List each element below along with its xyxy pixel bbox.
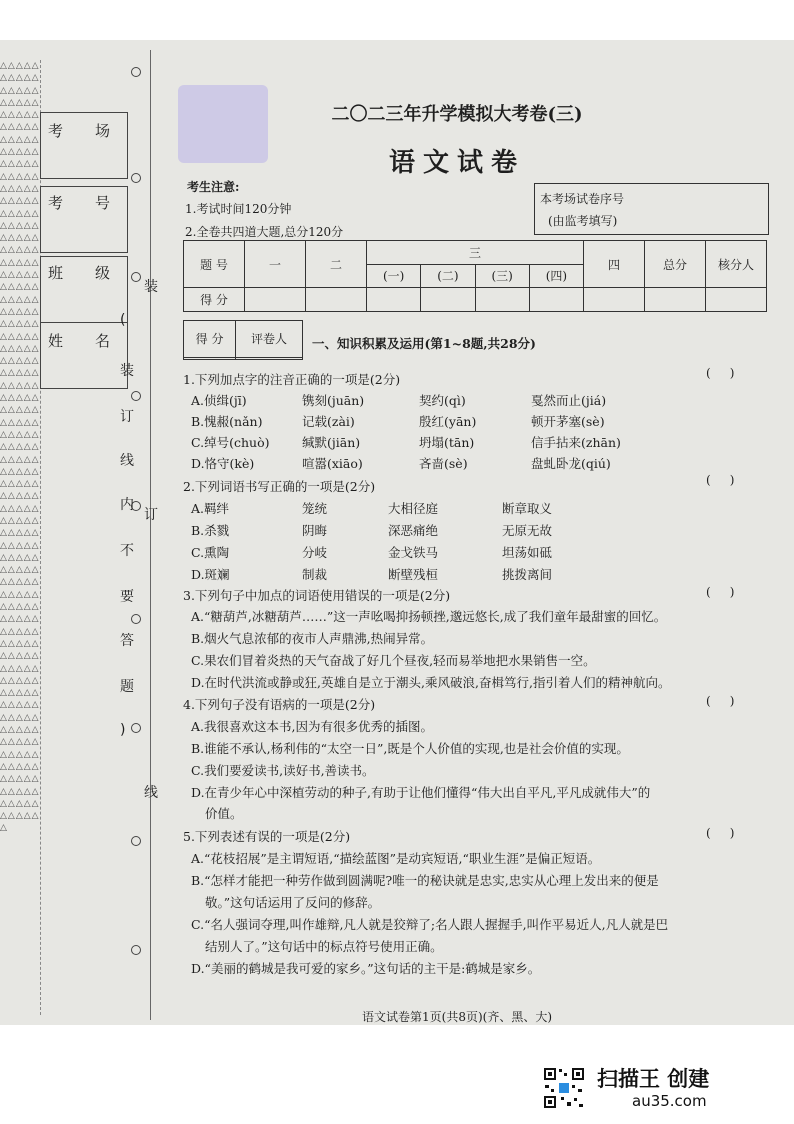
option-text: C.“名人强词夺理,叫作雄辩,凡人就是狡辩了;名人跟人握握手,叫作平易近人,凡人就是巴 bbox=[191, 917, 669, 932]
option-text: 坦荡如砥 bbox=[502, 545, 553, 560]
option-text: B.谁能不承认,杨利伟的“太空一日”,既是个人价值的实现,也是社会价值的实现。 bbox=[191, 741, 629, 756]
option-text: 坍塌(tān) bbox=[419, 435, 475, 450]
score-row-label: 得 分 bbox=[184, 288, 245, 312]
binding-solid-line bbox=[150, 50, 151, 1020]
score-table-subheader: (一) bbox=[367, 264, 421, 288]
option-text: A.羁绊 bbox=[191, 501, 230, 516]
binding-text: ) bbox=[120, 722, 126, 738]
option-text: 结别人了。”这句话中的标点符号使用正确。 bbox=[205, 939, 443, 954]
binding-text: 订 bbox=[144, 507, 158, 523]
binding-text: 线 bbox=[144, 785, 158, 801]
option-text: 殷红(yān) bbox=[419, 414, 477, 429]
question-stem: 4.下列句子没有语病的一项是(2分) bbox=[183, 697, 376, 712]
binding-text: 装 bbox=[144, 279, 158, 295]
score-table-header: 三 bbox=[367, 241, 584, 265]
score-table-subheader: (三) bbox=[475, 264, 529, 288]
option-text: D.在时代洪流或静或狂,英雄自是立于潮头,乘风破浪,奋楫笃行,指引着人们的精神航向。 bbox=[191, 675, 671, 690]
answer-paren[interactable]: ( ) bbox=[706, 366, 735, 380]
option-text: C.熏陶 bbox=[191, 545, 230, 560]
binding-hole bbox=[131, 723, 141, 733]
binding-text: 内 bbox=[120, 497, 134, 513]
answer-paren[interactable]: ( ) bbox=[706, 694, 735, 708]
page-footer: 语文试卷第1页(共8页)(齐、黑、大) bbox=[362, 1010, 552, 1024]
subject-title: 语文试卷 bbox=[388, 148, 525, 178]
binding-text: 线 bbox=[120, 453, 134, 469]
option-text: A.侦缉(jī) bbox=[191, 393, 247, 408]
section-score-cell[interactable] bbox=[184, 357, 236, 359]
seat-number-note: (由监考填写) bbox=[548, 214, 618, 228]
option-text: 大相径庭 bbox=[388, 501, 439, 516]
watermark-site: au35.com bbox=[632, 1092, 707, 1110]
option-text: 深恶痛绝 bbox=[388, 523, 439, 538]
question-stem: 2.下列词语书写正确的一项是(2分) bbox=[183, 479, 376, 494]
score-cell[interactable] bbox=[706, 288, 767, 312]
notice-line: 2.全卷共四道大题,总分120分 bbox=[185, 225, 344, 239]
option-text: 喧嚣(xiāo) bbox=[302, 456, 363, 471]
option-text: 契约(qì) bbox=[419, 393, 466, 408]
option-text: 断章取义 bbox=[502, 501, 553, 516]
option-text: 分岐 bbox=[302, 545, 328, 560]
triangle-pattern: △△△△△△△△△△△△△△△△△△△△△△△△△△△△△△△△△△△△△△△△△△△△△△△△△△△△△△△△△△△△△△△△△△△△△△△△△△△△△△△△△△△△△△△△△△△△△△△△△△△△△△△△△△△△△△△△△△△△△△△△△△△△△△△△△△△△△△△△△△△△△△△△△△△△△△△△△△△△△△△△△△△△△△△△△△△△△△△△△△△△△△△△△△△△△△△△△△△△△△△△△△△△△△△△△△△△△△△△△△△△△△△△△△△△△△△△△△△△△△△△△△△△△△△△△△△△△△△△△△△△△△△△△△△△△△△△△△△△△△△△△△△△△△△△△△△△△△△△△△△△△△△△△△△△△△△ bbox=[0, 61, 40, 834]
option-text: 信手拈来(zhān) bbox=[531, 435, 621, 450]
watermark-brand: 扫描王 创建 bbox=[597, 1067, 710, 1091]
binding-hole bbox=[131, 173, 141, 183]
option-text: B.杀戮 bbox=[191, 523, 230, 538]
option-text: 制裁 bbox=[302, 567, 328, 582]
option-text: 镌刻(juān) bbox=[302, 393, 365, 408]
option-text: 缄默(jiān) bbox=[302, 435, 361, 450]
binding-text: 答 bbox=[120, 633, 134, 649]
option-text: 笼统 bbox=[302, 501, 328, 516]
binding-hole bbox=[131, 391, 141, 401]
section-score-label: 得 分 bbox=[184, 321, 236, 358]
option-text: 盘虬卧龙(qiú) bbox=[531, 456, 611, 471]
option-text: A.“糖葫芦,冰糖葫芦……”这一声吆喝抑扬顿挫,邈远悠长,成了我们童年最甜蜜的回忆。 bbox=[191, 609, 667, 624]
score-cell[interactable] bbox=[475, 288, 529, 312]
grader-label: 评卷人 bbox=[236, 321, 303, 358]
option-text: 阴晦 bbox=[302, 523, 328, 538]
option-text: D.在青少年心中深植劳动的种子,有助于让他们懂得“伟大出自平凡,平凡成就伟大”的 bbox=[191, 785, 651, 800]
score-table-header: 题 号 bbox=[184, 241, 245, 288]
exam-number-label: 考号 bbox=[48, 194, 143, 212]
question-stem: 5.下列表述有误的一项是(2分) bbox=[183, 829, 351, 844]
question-stem: 3.下列句子中加点的词语使用错误的一项是(2分) bbox=[183, 588, 451, 603]
binding-text: 订 bbox=[120, 409, 134, 425]
option-text: C.果农们冒着炎热的天气奋战了好几个昼夜,轻而易举地把水果销售一空。 bbox=[191, 653, 596, 668]
option-text: 吝啬(sè) bbox=[419, 456, 468, 471]
binding-hole bbox=[131, 945, 141, 955]
score-cell[interactable] bbox=[367, 288, 421, 312]
binding-text: 题 bbox=[120, 679, 134, 695]
option-text: A.我很喜欢这本书,因为有很多优秀的插图。 bbox=[191, 719, 433, 734]
option-text: 敬。”这句话运用了反问的修辞。 bbox=[205, 895, 381, 910]
binding-text: 装 bbox=[120, 363, 134, 379]
score-cell[interactable] bbox=[584, 288, 645, 312]
name-label: 姓名 bbox=[48, 332, 143, 350]
option-text: 挑拨离间 bbox=[502, 567, 553, 582]
section-score-box bbox=[183, 320, 303, 360]
score-table-header: 总分 bbox=[645, 241, 706, 288]
score-table-subheader: (四) bbox=[529, 264, 583, 288]
answer-paren[interactable]: ( ) bbox=[706, 826, 735, 840]
option-text: C.我们要爱读书,读好书,善读书。 bbox=[191, 763, 375, 778]
binding-hole bbox=[131, 67, 141, 77]
score-cell[interactable] bbox=[645, 288, 706, 312]
exam-paper bbox=[0, 40, 794, 1025]
score-table-header: 一 bbox=[245, 241, 306, 288]
binding-hole bbox=[131, 614, 141, 624]
binding-text: 不 bbox=[120, 543, 134, 559]
option-text: B.“怎样才能把一种劳作做到圆满呢?唯一的秘诀就是忠实,忠实从心理上发出来的便是 bbox=[191, 873, 659, 888]
seat-number-label: 本考场试卷序号 bbox=[540, 192, 625, 206]
score-table-subheader: (二) bbox=[421, 264, 475, 288]
option-text: B.愧赧(nǎn) bbox=[191, 414, 263, 429]
score-table-header: 核分人 bbox=[706, 241, 767, 288]
score-cell[interactable] bbox=[421, 288, 475, 312]
section-title: 一、知识积累及运用(第1~8题,共28分) bbox=[312, 336, 536, 351]
grader-cell[interactable] bbox=[236, 357, 303, 359]
binding-text: 要 bbox=[120, 589, 134, 605]
question-stem: 1.下列加点字的注音正确的一项是(2分) bbox=[183, 372, 401, 387]
option-text: B.烟火气息浓郁的夜市人声鼎沸,热闹异常。 bbox=[191, 631, 434, 646]
score-table-header: 四 bbox=[584, 241, 645, 288]
answer-paren[interactable]: ( ) bbox=[706, 473, 735, 487]
exam-room-label: 考场 bbox=[48, 122, 143, 140]
option-text: 无原无故 bbox=[502, 523, 553, 538]
score-cell[interactable] bbox=[245, 288, 306, 312]
option-text: D.恪守(kè) bbox=[191, 456, 255, 471]
notice-title: 考生注意: bbox=[187, 180, 240, 194]
option-text: 记载(zài) bbox=[302, 414, 355, 429]
option-text: D.“美丽的鹤城是我可爱的家乡。”这句话的主干是:鹤城是家乡。 bbox=[191, 961, 541, 976]
score-table bbox=[183, 240, 767, 312]
qr-code-icon bbox=[543, 1067, 585, 1109]
option-text: 顿开茅塞(sè) bbox=[531, 414, 605, 429]
option-text: 金戈铁马 bbox=[388, 545, 439, 560]
score-cell[interactable] bbox=[529, 288, 583, 312]
option-text: 戛然而止(jiá) bbox=[531, 393, 607, 408]
exam-title: 二〇二三年升学模拟大考卷(三) bbox=[331, 104, 583, 125]
option-text: 断壁残桓 bbox=[388, 567, 439, 582]
score-table-header: 二 bbox=[306, 241, 367, 288]
class-label: 班级 bbox=[48, 264, 143, 282]
option-text: C.绰号(chuò) bbox=[191, 435, 270, 450]
option-text: D.斑斓 bbox=[191, 567, 230, 582]
answer-paren[interactable]: ( ) bbox=[706, 585, 735, 599]
option-text: A.“花枝招展”是主谓短语,“描绘蓝图”是动宾短语,“职业生涯”是偏正短语。 bbox=[191, 851, 601, 866]
option-text: 价值。 bbox=[205, 806, 243, 821]
binding-text: ( bbox=[120, 312, 126, 328]
binding-hole bbox=[131, 836, 141, 846]
notice-line: 1.考试时间120分钟 bbox=[185, 202, 292, 216]
score-cell[interactable] bbox=[306, 288, 367, 312]
